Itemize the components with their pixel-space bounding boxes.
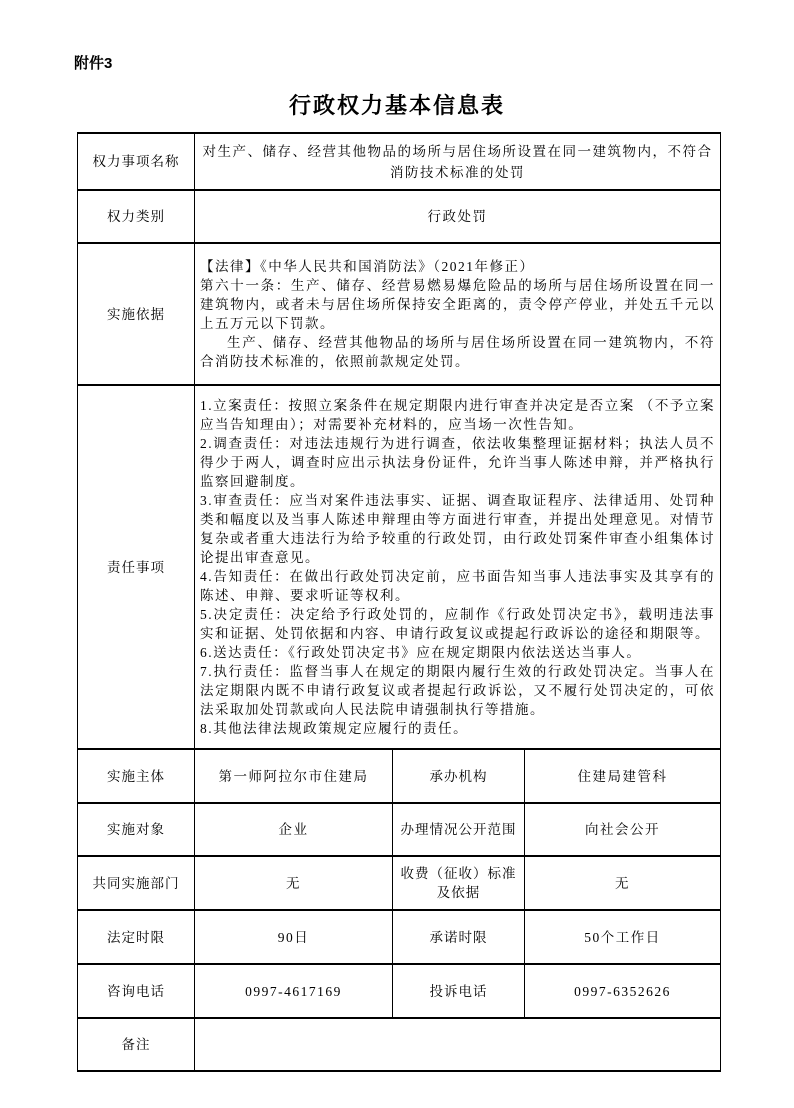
target-label: 实施对象 (78, 803, 195, 856)
basis-paragraph-3: 生产、储存、经营其他物品的场所与居住场所设置在同一建筑物内，不符合消防技术标准的，依照前款规定处罚。 (200, 335, 716, 369)
row-category (78, 190, 721, 243)
row-implementer (78, 749, 721, 803)
duty-item-7: 7.执行责任：监督当事人在规定的期限内履行生效的行政处罚决定。当事人在法定期限内既不申请行政复议或者提起行政诉讼，又不履行处罚决定的，可依法采取加处罚款或向人民法院申请强制执行等措施。 (200, 664, 716, 717)
row-basis (78, 243, 721, 385)
consult-phone-value: 0997-4617169 (195, 964, 393, 1018)
item-name-label: 权力事项名称 (78, 133, 195, 190)
row-item-name (78, 133, 721, 190)
duty-item-2: 2.调查责任：对违法违规行为进行调查，依法收集整理证据材料；执法人员不得少于两人，调查时应出示执法身份证件，允许当事人陈述申辩，并严格执行监察回避制度。 (200, 436, 716, 489)
legal-time-limit-value: 90日 (195, 910, 393, 964)
fee-standard-label: 收费（征收）标准及依据 (393, 856, 525, 910)
disclosure-scope-label: 办理情况公开范围 (393, 803, 525, 856)
disclosure-scope-value: 向社会公开 (525, 803, 721, 856)
row-duty (78, 385, 721, 749)
joint-department-value: 无 (195, 856, 393, 910)
joint-department-label: 共同实施部门 (78, 856, 195, 910)
consult-phone-label: 咨询电话 (78, 964, 195, 1018)
row-phones (78, 964, 721, 1018)
row-joint-department (78, 856, 721, 910)
basis-value (195, 243, 721, 385)
handling-org-value: 住建局建管科 (525, 749, 721, 803)
row-remark (78, 1018, 721, 1071)
complaint-phone-label: 投诉电话 (393, 964, 525, 1018)
page-title: 行政权力基本信息表 (288, 93, 505, 118)
category-value: 行政处罚 (195, 190, 721, 243)
remark-label: 备注 (78, 1018, 195, 1071)
row-target (78, 803, 721, 856)
basis-paragraph-1: 【法律】《中华人民共和国消防法》（2021年修正） (200, 259, 535, 274)
target-value: 企业 (195, 803, 393, 856)
fee-standard-value: 无 (525, 856, 721, 910)
implementer-label: 实施主体 (78, 749, 195, 803)
implementer-value: 第一师阿拉尔市住建局 (195, 749, 393, 803)
duty-item-6: 6.送达责任：《行政处罚决定书》应在规定期限内依法送达当事人。 (200, 645, 642, 660)
duty-item-3: 3.审查责任：应当对案件违法事实、证据、调查取证程序、法律适用、处罚种类和幅度以及当事人陈述申辩理由等方面进行审查，并提出处理意见。对情节复杂或者重大违法行为给予较重的行政处罚，由行政处罚案件审查小组集体讨论提出审查意见。 (200, 493, 716, 565)
basis-label: 实施依据 (78, 243, 195, 385)
attachment-label: 附件3 (74, 55, 113, 72)
duty-item-1: 1.立案责任：按照立案条件在规定期限内进行审查并决定是否立案 （不予立案应当告知理由）；对需要补充材料的，应当场一次性告知。 (200, 398, 716, 432)
duty-item-5: 5.决定责任：决定给予行政处罚的，应制作《行政处罚决定书》，载明违法事实和证据、处罚依据和内容、申请行政复议或提起行政诉讼的途径和期限等。 (200, 607, 716, 641)
duty-value (195, 385, 721, 749)
category-label: 权力类别 (78, 190, 195, 243)
item-name-value: 对生产、储存、经营其他物品的场所与居住场所设置在同一建筑物内，不符合消防技术标准的处罚 (195, 133, 721, 190)
complaint-phone-value: 0997-6352626 (525, 964, 721, 1018)
duty-label: 责任事项 (78, 385, 195, 749)
promised-time-limit-value: 50个工作日 (525, 910, 721, 964)
handling-org-label: 承办机构 (393, 749, 525, 803)
info-table (77, 132, 721, 1072)
duty-item-8: 8.其他法律法规政策规定应履行的责任。 (200, 721, 469, 736)
legal-time-limit-label: 法定时限 (78, 910, 195, 964)
basis-paragraph-2: 第六十一条：生产、储存、经营易燃易爆危险品的场所与居住场所设置在同一建筑物内，或者未与居住场所保持安全距离的，责令停产停业，并处五千元以上五万元以下罚款。 (200, 278, 716, 331)
row-legal-time-limit (78, 910, 721, 964)
promised-time-limit-label: 承诺时限 (393, 910, 525, 964)
duty-item-4: 4.告知责任：在做出行政处罚决定前，应书面告知当事人违法事实及其享有的陈述、申辩、要求听证等权利。 (200, 569, 716, 603)
remark-value (195, 1018, 721, 1071)
